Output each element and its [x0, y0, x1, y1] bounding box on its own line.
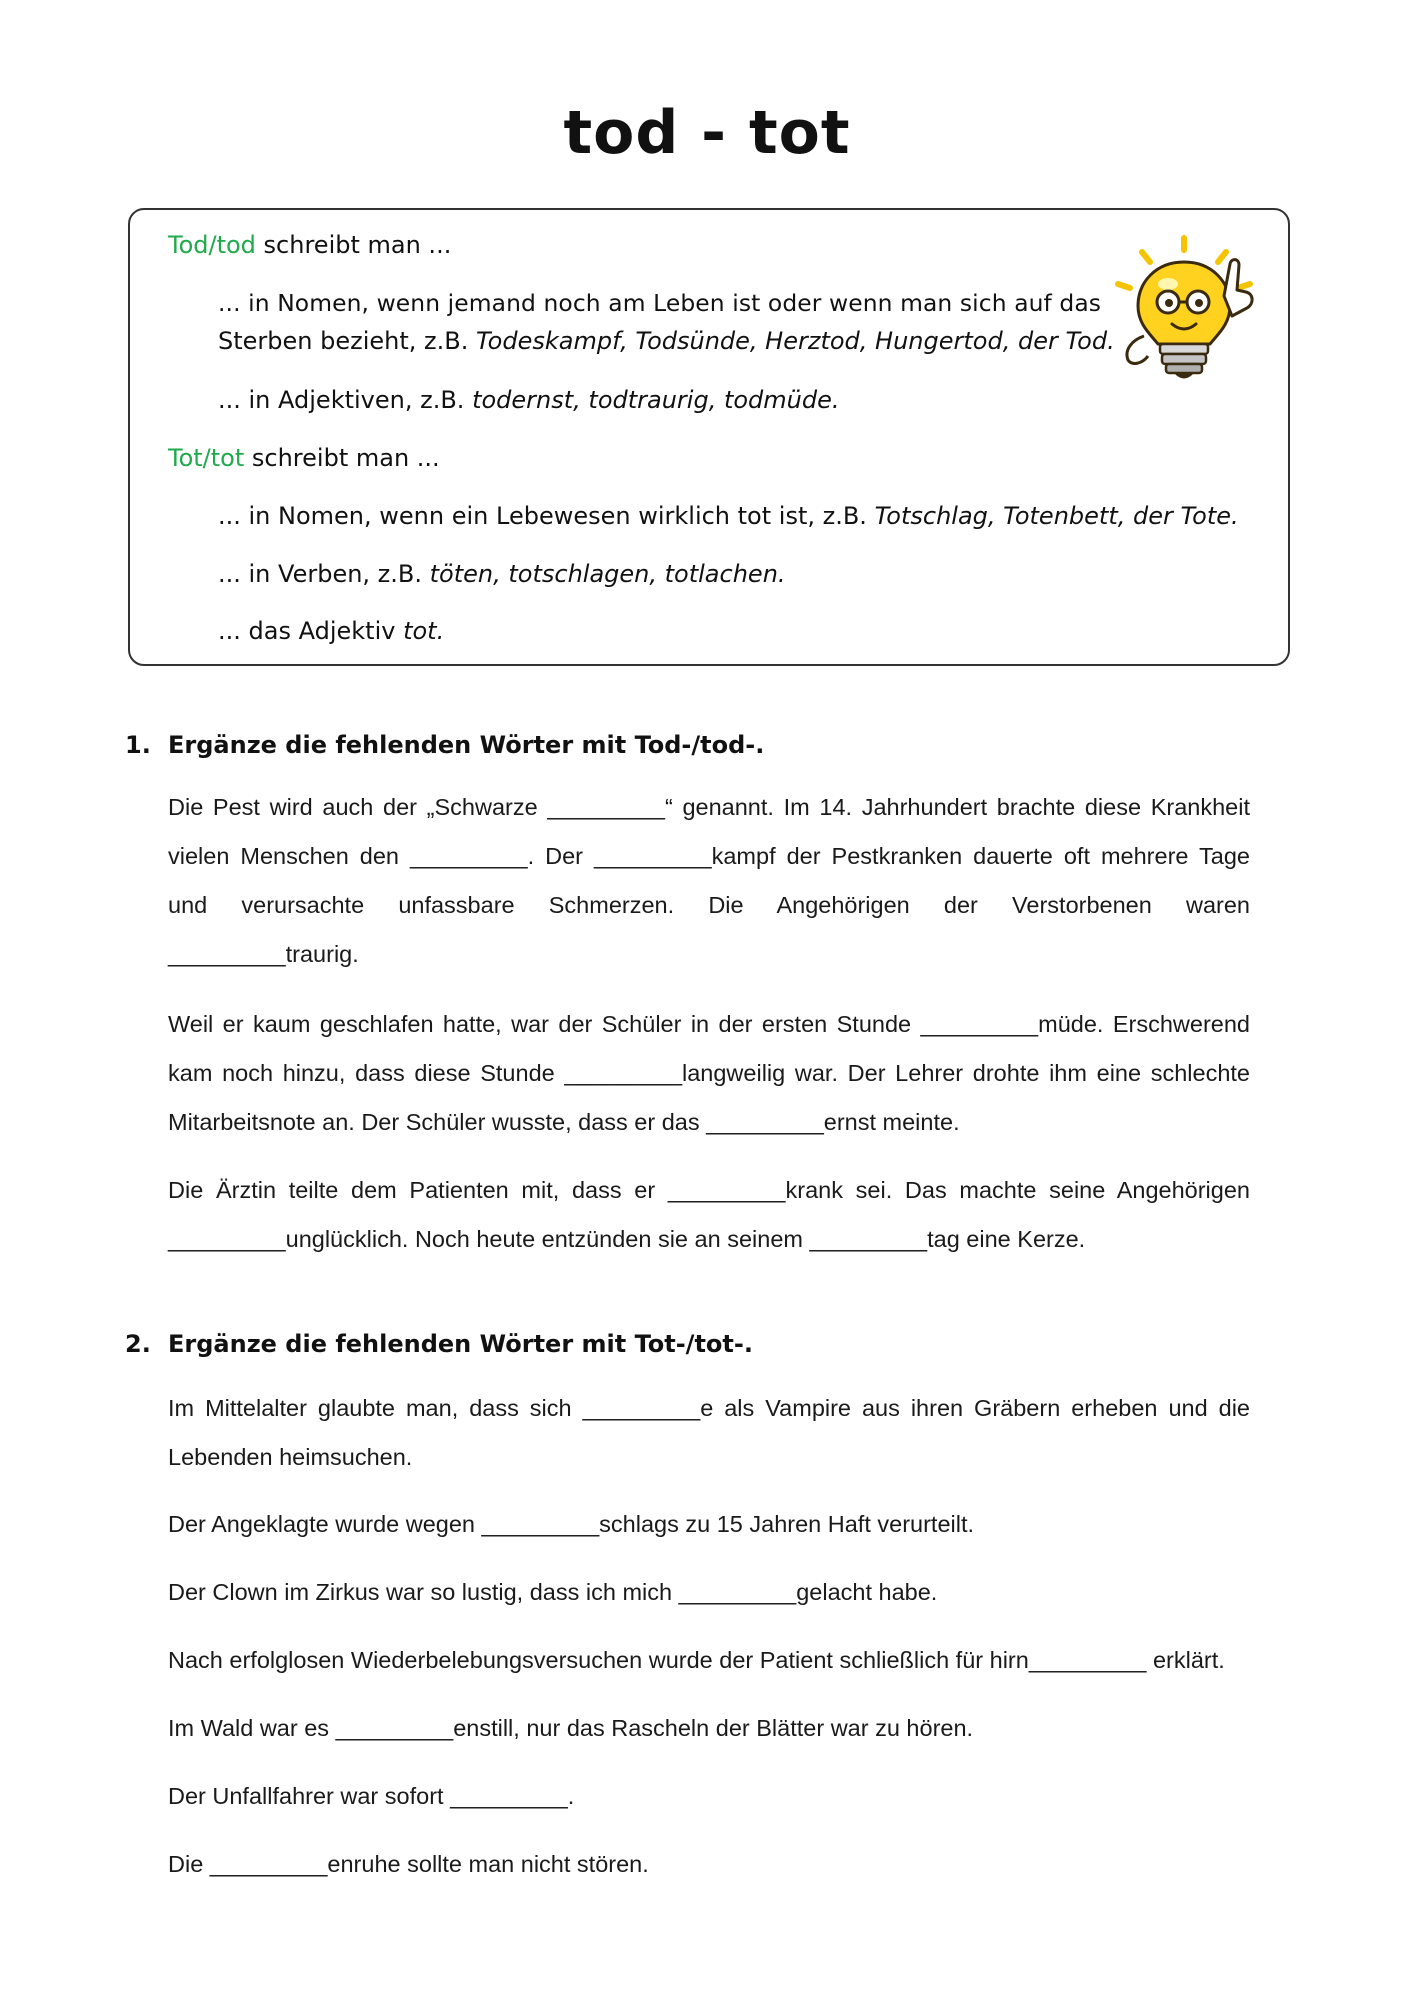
page-title: tod - tot — [563, 98, 851, 168]
tod-label: Tod/tod — [168, 231, 256, 259]
task2-sentence-1: Im Mittelalter glaubte man, dass sich _________e als Vampire aus ihren Gräbern erheben und die Lebenden heimsuchen. — [168, 1395, 1250, 1470]
tod-adj-examples: todernst, todtraurig, todmüde. — [472, 386, 840, 414]
tot-noun-examples: Totschlag, Totenbett, der Tote. — [874, 502, 1239, 530]
tot-noun-rule: ... in Nomen, wenn ein Lebewesen wirklich tot ist, z.B. Totschlag, Totenbett, der Tote. — [218, 502, 1239, 530]
task1-paragraph-3: Die Ärztin teilte dem Patienten mit, dass er _________krank sei. Das machte seine Angehörigen _________unglücklich. Noch heute entzünden sie an seinem _________tag eine Kerze. — [168, 1177, 1250, 1252]
task2-number: 2. — [125, 1330, 151, 1358]
task2-sentence-6: Der Unfallfahrer war sofort _________. — [168, 1783, 575, 1809]
task1-paragraph-2: Weil er kaum geschlafen hatte, war der Schüler in der ersten Stunde _________müde. Erschwerend kam noch hinzu, dass diese Stunde _________langweilig war. Der Lehrer drohte ihm eine schlechte Mitarbeitsnote an. Der Schüler wusste, dass er das _________ernst meinte. — [168, 1011, 1250, 1135]
tod-noun-rule-line1: ... in Nomen, wenn jemand noch am Leben ist oder wenn man sich auf das — [218, 289, 1102, 317]
tot-adj-example: tot. — [403, 617, 445, 645]
tod-noun-rule-line2: Sterben bezieht, z.B. Todeskampf, Todsünde, Herztod, Hungertod, der Tod. — [218, 327, 1115, 355]
task2-sentence-3: Der Clown im Zirkus war so lustig, dass ich mich _________gelacht habe. — [168, 1579, 938, 1605]
task2-sentence-2: Der Angeklagte wurde wegen _________schlags zu 15 Jahren Haft verurteilt. — [168, 1511, 975, 1537]
tod-adj-rule: ... in Adjektiven, z.B. todernst, todtraurig, todmüde. — [218, 386, 840, 414]
task1-paragraph-1: Die Pest wird auch der „Schwarze _________“ genannt. Im 14. Jahrhundert brachte diese Krankheit vielen Menschen den _________. Der _________kampf der Pestkranken dauerte oft mehrere Tage und verursachte unfassbare Schmerzen. Die Angehörigen der Verstorbenen waren _________traurig. — [168, 794, 1250, 967]
task2-instruction: Ergänze die fehlenden Wörter mit Tot-/tot-. — [168, 1330, 753, 1358]
tot-adj-rule: ... das Adjektiv tot. — [218, 617, 445, 645]
task2-sentence-7: Die _________enruhe sollte man nicht stören. — [168, 1851, 649, 1877]
tot-verb-examples: töten, totschlagen, totlachen. — [429, 560, 786, 588]
tod-noun-examples: Todeskampf, Todsünde, Herztod, Hungertod, der Tod. — [475, 327, 1115, 355]
tot-rule-heading: Tot/tot schreibt man ... — [168, 444, 440, 472]
tot-verb-rule: ... in Verben, z.B. töten, totschlagen, totlachen. — [218, 560, 786, 588]
task2-sentence-4: Nach erfolglosen Wiederbelebungsversuchen wurde der Patient schließlich für hirn_________ erklärt. — [168, 1647, 1225, 1673]
task2-sentence-5: Im Wald war es _________enstill, nur das Rascheln der Blätter war zu hören. — [168, 1715, 974, 1741]
lightbulb-mascot-icon — [1104, 232, 1264, 392]
task1-number: 1. — [125, 731, 151, 759]
tod-rule-heading: Tod/tod schreibt man ... — [168, 231, 452, 259]
task1-instruction: Ergänze die fehlenden Wörter mit Tod-/tod-. — [168, 731, 765, 759]
tot-label: Tot/tot — [168, 444, 245, 472]
